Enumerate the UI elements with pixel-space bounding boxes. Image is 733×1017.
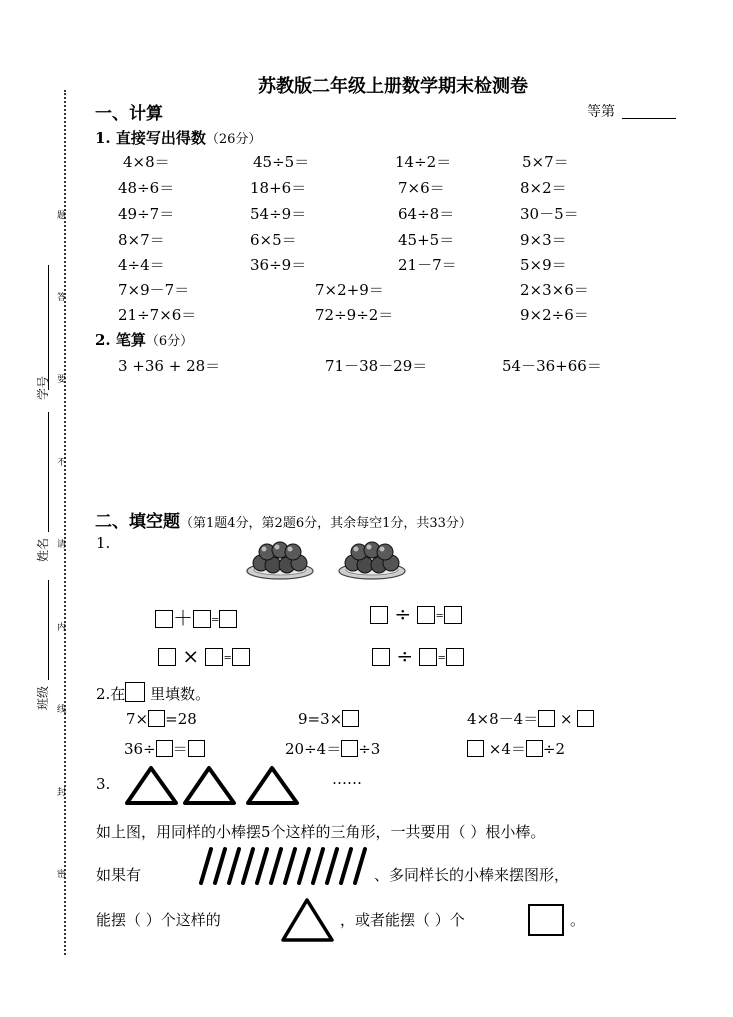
written-problem: 71－38－29＝ — [325, 357, 428, 375]
student-id-blank[interactable] — [48, 265, 49, 390]
class-blank[interactable] — [48, 580, 49, 680]
problem: 7×6＝ — [398, 179, 445, 197]
answer-box[interactable] — [155, 610, 173, 628]
problem: 4×8＝ — [123, 153, 170, 171]
problem: 30－5＝ — [520, 205, 579, 223]
text: ＝ — [172, 740, 188, 758]
q2-label-post: 里填数。 — [150, 685, 211, 703]
problem: 14÷2＝ — [395, 153, 452, 171]
text: 4×8－4＝ — [467, 710, 539, 728]
text: 36÷ — [124, 740, 156, 758]
problem: 2×3×6＝ — [520, 281, 589, 299]
plate-of-balls-icon — [245, 534, 315, 582]
seal-char: 线 — [57, 705, 67, 715]
fill-problem — [285, 738, 380, 759]
box-equation-divide — [370, 602, 462, 626]
q2-points: （6分） — [145, 334, 194, 349]
q2-title: 2. 笔算 — [95, 331, 146, 349]
answer-box[interactable] — [205, 648, 223, 666]
seal-char: 内 — [57, 623, 67, 633]
text: × — [559, 710, 573, 728]
written-problem: 3 +36 + 28＝ — [118, 357, 221, 375]
equals-sign: = — [223, 653, 232, 664]
sticks-icon — [197, 845, 377, 887]
fill-problem — [126, 710, 197, 728]
class-label: 班级 — [36, 685, 50, 710]
equals-sign: = — [435, 611, 444, 622]
problem: 45+5＝ — [398, 231, 455, 249]
problem: 4÷4＝ — [118, 256, 165, 274]
problem: 48÷6＝ — [118, 179, 175, 197]
equals-sign: = — [211, 615, 220, 626]
triangle-icon — [280, 896, 336, 946]
fill-problem — [467, 738, 565, 759]
section2-header — [95, 507, 472, 532]
problem: 9×2÷6＝ — [520, 306, 589, 324]
q3-text-line3-a: 能摆（ ）个这样的 — [96, 911, 221, 929]
answer-box[interactable] — [419, 648, 437, 666]
problem: 9×3＝ — [520, 231, 567, 249]
name-blank[interactable] — [48, 412, 49, 532]
box-equation-add — [155, 602, 237, 631]
s2-q1-label: 1. — [96, 534, 111, 552]
text: 9=3× — [298, 710, 343, 728]
answer-box[interactable] — [446, 648, 464, 666]
answer-box[interactable] — [342, 710, 359, 727]
grade-label: 等第 — [587, 104, 615, 120]
problem: 18+6＝ — [250, 179, 307, 197]
answer-box[interactable] — [538, 710, 555, 727]
problem: 5×7＝ — [522, 153, 569, 171]
plus-sign: ＋ — [173, 606, 193, 630]
box-equation-divide — [372, 644, 464, 668]
problem: 64÷8＝ — [398, 205, 455, 223]
q3-text-line2-pre: 如果有 — [96, 866, 142, 884]
text: ÷2 — [542, 740, 566, 758]
problem: 49÷7＝ — [118, 205, 175, 223]
problem: 7×9－7＝ — [118, 281, 190, 299]
text: 20÷4＝ — [285, 740, 342, 758]
grade-blank[interactable] — [622, 118, 676, 119]
fill-problem — [298, 710, 359, 728]
answer-box[interactable] — [341, 740, 358, 757]
answer-box[interactable] — [232, 648, 250, 666]
fill-problem — [124, 738, 205, 759]
answer-box[interactable] — [219, 610, 237, 628]
q3-text-line1: 如上图，用同样的小棒摆5个这样的三角形，一共要用（ ）根小棒。 — [96, 823, 546, 841]
seal-char: 密 — [57, 870, 67, 880]
times-sign: × — [182, 644, 200, 668]
page-title: 苏教版二年级上册数学期末检测卷 — [258, 76, 528, 97]
q3-text-line3-c: 。 — [570, 911, 586, 929]
written-problem: 54－36+66＝ — [502, 357, 602, 375]
seal-char: 题 — [57, 211, 67, 221]
text: =28 — [165, 710, 197, 728]
answer-box[interactable] — [526, 740, 543, 757]
q1-points: （26分） — [205, 132, 262, 147]
student-id-label: 学号 — [36, 375, 50, 400]
s2-q3-label: 3. — [96, 775, 111, 793]
text: 7× — [126, 710, 149, 728]
answer-box[interactable] — [467, 740, 484, 757]
square-icon — [528, 904, 564, 936]
problem: 21÷7×6＝ — [118, 306, 197, 324]
divide-sign: ÷ — [394, 602, 412, 626]
answer-box[interactable] — [372, 648, 390, 666]
problem: 21－7＝ — [398, 256, 457, 274]
seal-char: 封 — [57, 788, 67, 798]
equals-sign: = — [437, 653, 446, 664]
seal-char: 要 — [57, 375, 67, 385]
section1-heading: 一、计算 — [95, 104, 163, 124]
seal-char: 答 — [57, 293, 67, 303]
section2-note: （第1题4分，第2题6分，其余每空1分，共33分） — [180, 516, 472, 531]
ellipsis: …… — [332, 770, 362, 788]
problem: 45÷5＝ — [253, 153, 310, 171]
fill-problem — [467, 708, 594, 729]
section2-heading: 二、填空题 — [95, 512, 180, 532]
q2-label — [95, 329, 193, 350]
problem: 6×5＝ — [250, 231, 297, 249]
seal-char: 不 — [57, 458, 67, 468]
answer-box[interactable] — [417, 606, 435, 624]
answer-box[interactable] — [158, 648, 176, 666]
divide-sign: ÷ — [396, 644, 414, 668]
problem: 8×7＝ — [118, 231, 165, 249]
answer-box[interactable] — [193, 610, 211, 628]
name-label: 姓名 — [36, 537, 50, 562]
q1-title: 1. 直接写出得数 — [95, 129, 206, 147]
q3-text-line2-post: 、多同样长的小棒来摆图形， — [374, 866, 570, 884]
s2-q2-label — [96, 682, 210, 704]
text: ÷3 — [358, 740, 381, 758]
answer-box[interactable] — [577, 710, 594, 727]
problem: 5×9＝ — [520, 256, 567, 274]
problem: 54÷9＝ — [250, 205, 307, 223]
text: ×4＝ — [488, 740, 526, 758]
problem: 7×2+9＝ — [315, 281, 384, 299]
problem: 36÷9＝ — [250, 256, 307, 274]
seal-char: 请 — [57, 540, 67, 550]
problem: 8×2＝ — [520, 179, 567, 197]
triangle-sticks-icon — [124, 765, 304, 809]
box-icon — [125, 682, 145, 702]
answer-box[interactable] — [188, 740, 205, 757]
box-equation-multiply — [158, 644, 250, 668]
answer-box[interactable] — [444, 606, 462, 624]
q2-label-pre: 2.在 — [96, 685, 126, 703]
q1-label — [95, 127, 261, 148]
answer-box[interactable] — [156, 740, 173, 757]
q3-text-line3-b: ，或者能摆（ ）个 — [340, 911, 465, 929]
problem: 72÷9÷2＝ — [315, 306, 394, 324]
plate-of-balls-icon — [337, 534, 407, 582]
answer-box[interactable] — [370, 606, 388, 624]
answer-box[interactable] — [148, 710, 165, 727]
